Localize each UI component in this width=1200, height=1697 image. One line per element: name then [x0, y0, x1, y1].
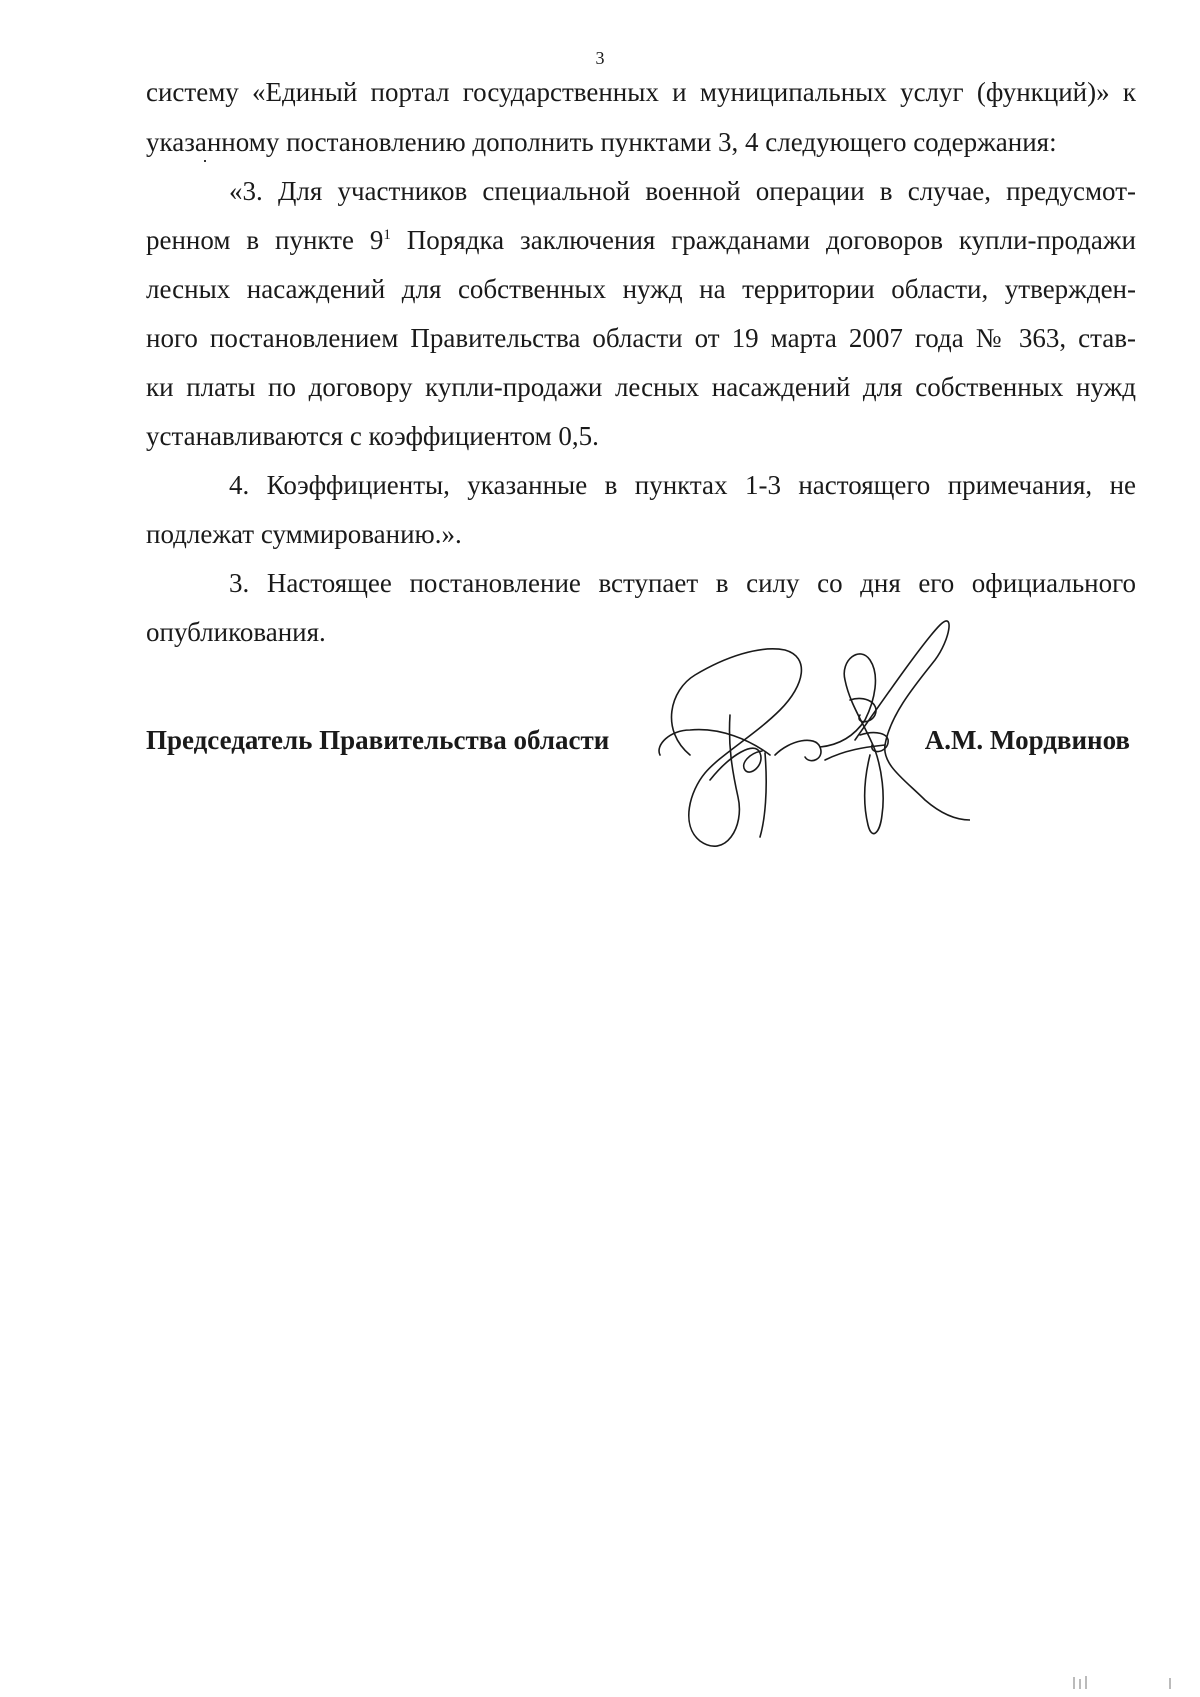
paragraph-5-line: 3. Настоящее постановление вступает в силу со дня его официального — [229, 568, 1136, 598]
handwritten-signature — [650, 605, 970, 855]
paragraph-4-line: подлежат суммированию.». — [146, 519, 462, 549]
paragraph-3-line: устанавливаются с коэффициентом 0,5. — [146, 421, 599, 451]
paragraph-5-line: опубликования. — [146, 617, 326, 647]
paragraph-3-line: ного постановлением Правительства области от 19 марта 2007 года № 363, став- — [146, 323, 1136, 353]
stray-dot — [204, 160, 206, 162]
superscript: 1 — [383, 227, 391, 243]
paragraph-text: ренном в пункте 9 — [146, 225, 384, 255]
body-line: систему «Единый портал государственных и муниципальных услуг (функций)» к — [146, 77, 1136, 107]
paragraph-3-line: «3. Для участников специальной военной операции в случае, предусмот- — [229, 176, 1136, 206]
paragraph-3-line: лесных насаждений для собственных нужд на территории области, утвержден- — [146, 274, 1136, 304]
paragraph-3-line — [146, 222, 1136, 258]
paragraph-3-line: ки платы по договору купли-продажи лесных насаждений для собственных нужд — [146, 372, 1136, 402]
paragraph-4-line: 4. Коэффициенты, указанные в пунктах 1-3 настоящего примечания, не — [229, 470, 1136, 500]
signatory-name: А.М. Мордвинов — [924, 725, 1130, 755]
body-line: указанному постановлению дополнить пунктами 3, 4 следующего содержания: — [146, 127, 1057, 157]
scan-marks — [1070, 1675, 1180, 1689]
paragraph-text: Порядка заключения гражданами договоров купли-продажи — [390, 225, 1137, 255]
page-number: 3 — [595, 48, 605, 68]
signatory-title: Председатель Правительства области — [146, 725, 610, 755]
